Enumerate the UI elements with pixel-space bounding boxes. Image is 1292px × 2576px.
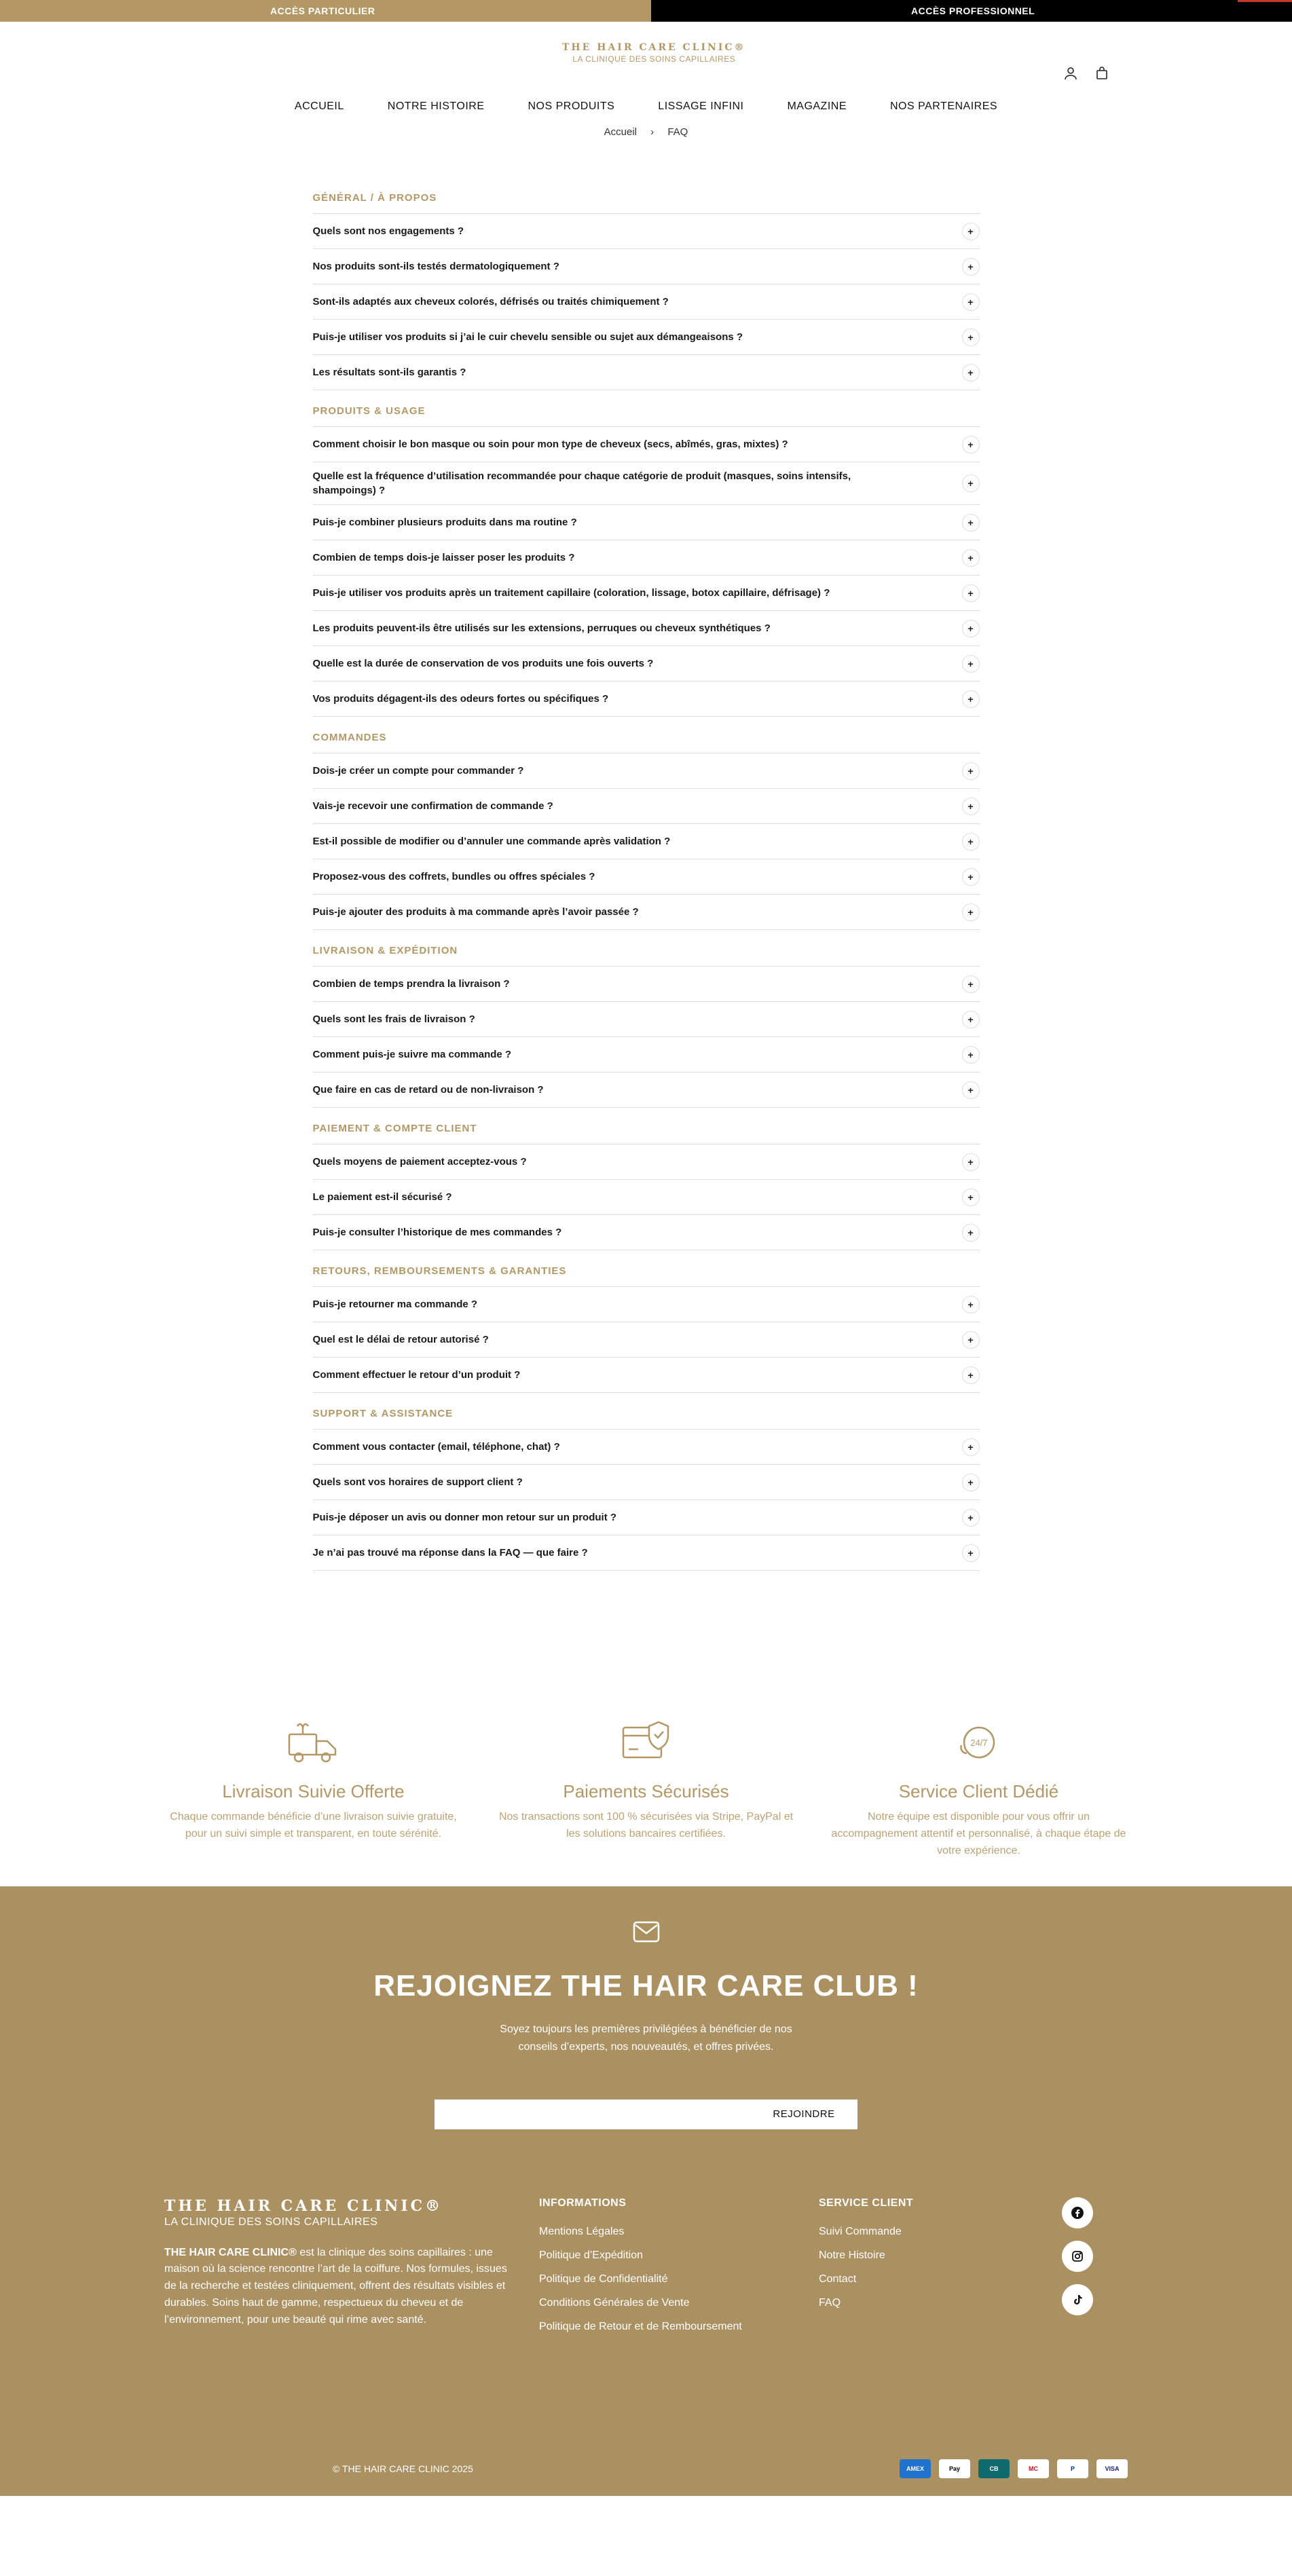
faq-section <box>313 1123 980 1250</box>
plus-icon[interactable]: + <box>962 1153 980 1171</box>
apple-pay-icon: Pay <box>939 2459 970 2478</box>
footer-brand <box>164 2197 539 2442</box>
faq-question-text: Les résultats sont-ils garantis ? <box>312 367 466 378</box>
faq-question-text: Comment puis-je suivre ma commande ? <box>312 1049 512 1060</box>
breadcrumb-current: FAQ <box>667 126 688 138</box>
plus-icon[interactable]: + <box>962 1509 980 1527</box>
plus-icon[interactable]: + <box>962 1366 980 1384</box>
faq-question[interactable] <box>313 462 980 505</box>
faq-question-text: Quels moyens de paiement acceptez-vous ? <box>312 1156 527 1168</box>
newsletter-email-input[interactable] <box>435 2099 750 2129</box>
faq-question[interactable] <box>313 1072 980 1108</box>
tiktok-icon[interactable] <box>1062 2284 1093 2315</box>
footer-link-retour[interactable]: Politique de Retour et de Remboursement <box>539 2320 742 2332</box>
faq-section-title: GÉNÉRAL / À PROPOS <box>313 192 980 214</box>
faq-section <box>313 1265 980 1393</box>
faq-question[interactable] <box>313 895 980 930</box>
mastercard-icon: MC <box>1018 2459 1049 2478</box>
faq-question[interactable] <box>313 214 980 249</box>
faq-question-text: Quels sont nos engagements ? <box>312 225 464 237</box>
feature-title: Livraison Suivie Offerte <box>222 1781 405 1802</box>
faq-section <box>313 945 980 1108</box>
main-nav <box>0 90 1292 124</box>
plus-icon[interactable]: + <box>962 329 980 346</box>
faq-question[interactable] <box>313 249 980 284</box>
faq-question[interactable] <box>313 1465 980 1500</box>
footer-logo: THE HAIR CARE CLINIC® <box>164 2197 443 2215</box>
faq-question-text: Puis-je ajouter des produits à ma commande après l’avoir passée ? <box>312 906 639 918</box>
nav-magazine[interactable]: MAGAZINE <box>787 100 847 112</box>
plus-icon[interactable]: + <box>962 364 980 381</box>
faq-question[interactable] <box>313 320 980 355</box>
faq-question-text: Comment effectuer le retour d’un produit ? <box>312 1369 521 1381</box>
club-footer <box>0 1886 1292 2495</box>
faq-question-text: Les produits peuvent-ils être utilisés sur les extensions, perruques ou cheveux synthétiques ? <box>312 622 771 634</box>
faq-question-text: Est-il possible de modifier ou d’annuler une commande après validation ? <box>312 836 671 847</box>
faq-question[interactable] <box>313 1535 980 1571</box>
faq-question-text: Proposez-vous des coffrets, bundles ou offres spéciales ? <box>312 871 595 882</box>
faq-question-text: Puis-je consulter l’historique de mes commandes ? <box>312 1227 562 1238</box>
feature-payment <box>497 1715 796 1859</box>
footer-service-title: SERVICE CLIENT <box>819 2197 914 2209</box>
plus-icon[interactable]: + <box>962 223 980 240</box>
feature-title: Paiements Sécurisés <box>563 1781 729 1802</box>
amex-icon: AMEX <box>900 2459 931 2478</box>
faq-question[interactable] <box>313 1358 980 1393</box>
faq-question[interactable] <box>313 1037 980 1072</box>
nav-lissage-infini[interactable]: LISSAGE INFINI <box>658 100 744 112</box>
plus-icon[interactable]: + <box>962 903 980 921</box>
plus-icon[interactable]: + <box>962 1296 980 1313</box>
plus-icon[interactable]: + <box>962 620 980 637</box>
faq-question-text: Le paiement est-il sécurisé ? <box>312 1191 452 1203</box>
faq-question[interactable] <box>313 646 980 682</box>
footer-informations <box>539 2197 819 2442</box>
visa-icon: VISA <box>1096 2459 1128 2478</box>
plus-icon[interactable]: + <box>962 1544 980 1562</box>
faq-section-title: SUPPORT & ASSISTANCE <box>313 1408 980 1430</box>
footer-brand-name: THE HAIR CARE CLINIC® <box>164 2246 297 2258</box>
plus-icon[interactable]: + <box>962 1189 980 1206</box>
footer-service-client <box>819 2197 1022 2442</box>
nav-notre-histoire[interactable]: NOTRE HISTOIRE <box>387 100 485 112</box>
faq-question[interactable] <box>313 576 980 611</box>
faq-question[interactable] <box>313 789 980 824</box>
faq-question-text: Quelle est la fréquence d’utilisation recommandée pour chaque catégorie de produit (masques, soins intensifs, shampoings) ? <box>312 470 851 496</box>
support-24-7-icon <box>830 1715 1128 1769</box>
plus-icon[interactable]: + <box>962 1046 980 1064</box>
faq-question[interactable] <box>313 1180 980 1215</box>
footer-link-expedition[interactable]: Politique d’Expédition <box>539 2249 643 2261</box>
plus-icon[interactable]: + <box>962 549 980 567</box>
accent-mark <box>1238 0 1292 2</box>
footer-link-faq[interactable]: FAQ <box>819 2296 841 2309</box>
faq-question-text: Puis-je retourner ma commande ? <box>312 1299 478 1310</box>
delivery-truck-icon <box>164 1715 463 1769</box>
access-professionnel-label: ACCÈS PROFESSIONNEL <box>911 5 1035 16</box>
newsletter <box>0 1886 1292 2197</box>
faq-question[interactable] <box>313 753 980 789</box>
access-professionnel-link[interactable] <box>651 0 1292 22</box>
newsletter-submit-button[interactable]: REJOINDRE <box>750 2099 857 2129</box>
logo-sub-text: LA CLINIQUE DES SOINS CAPILLAIRES <box>572 54 736 64</box>
faq-question[interactable] <box>313 355 980 390</box>
faq-section <box>313 732 980 930</box>
feature-text: Notre équipe est disponible pour vous offrir un accompagnement attentif et personnalisé, à chaque étape de votre expérience. <box>831 1811 1126 1856</box>
faq-question[interactable] <box>313 1287 980 1322</box>
payment-methods <box>900 2459 1128 2478</box>
faq-question-text: Quels sont les frais de livraison ? <box>312 1013 475 1025</box>
plus-icon[interactable]: + <box>962 1011 980 1028</box>
faq-question[interactable] <box>313 1002 980 1037</box>
copyright: © THE HAIR CARE CLINIC 2025 <box>333 2463 473 2474</box>
breadcrumb <box>0 126 1292 138</box>
faq-question[interactable] <box>313 1322 980 1358</box>
faq-question-text: Quelle est la durée de conservation de vos produits une fois ouverts ? <box>312 658 654 669</box>
feature-delivery <box>164 1715 463 1859</box>
faq-question[interactable] <box>313 824 980 859</box>
feature-title: Service Client Dédié <box>898 1781 1059 1802</box>
faq-question[interactable] <box>313 1144 980 1180</box>
cb-icon: CB <box>978 2459 1010 2478</box>
faq-question-text: Nos produits sont-ils testés dermatologiquement ? <box>312 261 559 272</box>
faq-question[interactable] <box>313 1215 980 1250</box>
site-logo[interactable] <box>562 42 746 64</box>
feature-text: Nos transactions sont 100 % sécurisées via Stripe, PayPal et les solutions bancaires certifiées. <box>498 1811 794 1840</box>
nav-nos-produits[interactable]: NOS PRODUITS <box>528 100 615 112</box>
faq-section <box>313 405 980 717</box>
faq-question-text: Sont-ils adaptés aux cheveux colorés, défrisés ou traités chimiquement ? <box>312 296 669 307</box>
faq-section <box>313 1408 980 1571</box>
instagram-icon[interactable] <box>1062 2241 1093 2272</box>
plus-icon[interactable]: + <box>962 258 980 276</box>
footer-link-cgv[interactable]: Conditions Générales de Vente <box>539 2296 690 2309</box>
plus-icon[interactable]: + <box>962 762 980 780</box>
plus-icon[interactable]: + <box>962 833 980 851</box>
faq-question[interactable] <box>313 1500 980 1535</box>
faq-section-title: COMMANDES <box>313 732 980 753</box>
feature-support <box>830 1715 1128 1859</box>
breadcrumb-home[interactable]: Accueil <box>604 126 637 138</box>
secure-payment-icon <box>497 1715 796 1769</box>
newsletter-title: REJOIGNEZ THE HAIR CARE CLUB ! <box>373 1969 919 2003</box>
plus-icon[interactable]: + <box>962 436 980 453</box>
footer-link-suivi-commande[interactable]: Suivi Commande <box>819 2225 902 2237</box>
footer-logo-sub: LA CLINIQUE DES SOINS CAPILLAIRES <box>164 2216 378 2228</box>
plus-icon[interactable]: + <box>962 798 980 815</box>
footer-description <box>164 2245 517 2329</box>
user-icon[interactable] <box>1064 67 1077 84</box>
faq-section-title: LIVRAISON & EXPÉDITION <box>313 945 980 967</box>
footer-link-notre-histoire[interactable]: Notre Histoire <box>819 2249 885 2261</box>
faq-question-text: Dois-je créer un compte pour commander ? <box>312 765 524 777</box>
plus-icon[interactable]: + <box>962 690 980 708</box>
faq-section-title: RETOURS, REMBOURSEMENTS & GARANTIES <box>313 1265 980 1287</box>
nav-nos-partenaires[interactable]: NOS PARTENAIRES <box>890 100 998 112</box>
faq-question[interactable] <box>313 682 980 717</box>
social-links <box>1062 2197 1093 2315</box>
newsletter-text-line: Soyez toujours les premières privilégiées à bénéficier de nos <box>500 2023 792 2036</box>
plus-icon[interactable]: + <box>962 474 980 492</box>
faq-question[interactable] <box>313 967 980 1002</box>
logo-main-text: THE HAIR CARE CLINIC® <box>562 42 746 53</box>
faq-section <box>313 192 980 390</box>
faq-question[interactable] <box>313 505 980 540</box>
shopping-bag-icon[interactable] <box>1095 67 1109 84</box>
faq-question[interactable] <box>313 284 980 320</box>
breadcrumb-separator: › <box>650 126 654 138</box>
faq-question[interactable] <box>313 611 980 646</box>
footer-brand-text: est la clinique des soins capillaires : une maison où la science rencontre l’art de la coiffure. Nos formules, issues de la recherche et testées cliniquement, offrent des résultats visibles et durables. Soins haut de gamme, respectueux du cheveu et de l’environnement, pour une beauté qui rime avec santé. <box>164 2246 507 2326</box>
paypal-icon: P <box>1057 2459 1088 2478</box>
faq-question-text: Combien de temps dois-je laisser poser les produits ? <box>312 552 575 563</box>
faq-question[interactable] <box>313 540 980 576</box>
faq-question[interactable] <box>313 1430 980 1465</box>
access-bar <box>0 0 1292 22</box>
faq-list <box>313 138 980 1571</box>
faq-question-text: Je n’ai pas trouvé ma réponse dans la FAQ — que faire ? <box>312 1547 588 1558</box>
plus-icon[interactable]: + <box>962 1438 980 1456</box>
features-row <box>164 1586 1128 1886</box>
faq-section-title: PRODUITS & USAGE <box>313 405 980 427</box>
footer-link-contact[interactable]: Contact <box>819 2273 857 2285</box>
feature-text: Chaque commande bénéficie d’une livraison suivie gratuite, pour un suivi simple et transparent, en toute sérénité. <box>170 1811 457 1840</box>
header-icons <box>1064 67 1109 84</box>
faq-question-text: Puis-je utiliser vos produits après un traitement capillaire (coloration, lissage, botox capillaire, défrisage) ? <box>312 587 830 599</box>
plus-icon[interactable]: + <box>962 1224 980 1242</box>
faq-question-text: Quel est le délai de retour autorisé ? <box>312 1334 489 1345</box>
plus-icon[interactable]: + <box>962 655 980 673</box>
plus-icon[interactable]: + <box>962 1081 980 1099</box>
faq-question-text: Combien de temps prendra la livraison ? <box>312 978 510 990</box>
plus-icon[interactable]: + <box>962 514 980 531</box>
newsletter-text-line: conseils d’experts, nos nouveautés, et offres privées. <box>518 2040 774 2053</box>
faq-question[interactable] <box>313 427 980 462</box>
access-particulier-link[interactable]: ACCÈS PARTICULIER <box>0 0 651 22</box>
faq-section-title: PAIEMENT & COMPTE CLIENT <box>313 1123 980 1144</box>
newsletter-form <box>0 2099 1292 2129</box>
faq-question-text: Comment choisir le bon masque ou soin pour mon type de cheveux (secs, abîmés, gras, mixtes) ? <box>312 438 788 450</box>
newsletter-text <box>0 2021 1292 2055</box>
faq-question-text: Vais-je recevoir une confirmation de commande ? <box>312 800 553 812</box>
faq-question-text: Comment vous contacter (email, téléphone, chat) ? <box>312 1441 560 1453</box>
faq-question-text: Vos produits dégagent-ils des odeurs fortes ou spécifiques ? <box>312 693 609 705</box>
plus-icon[interactable]: + <box>962 293 980 311</box>
faq-question-text: Puis-je combiner plusieurs produits dans ma routine ? <box>312 517 577 528</box>
footer-columns <box>0 2197 1292 2442</box>
site-header <box>0 22 1292 90</box>
faq-question-text: Puis-je déposer un avis ou donner mon retour sur un produit ? <box>312 1512 617 1523</box>
plus-icon[interactable]: + <box>962 584 980 602</box>
plus-icon[interactable]: + <box>962 1474 980 1491</box>
footer-link-confidentialite[interactable]: Politique de Confidentialité <box>539 2273 668 2285</box>
nav-accueil[interactable]: ACCUEIL <box>294 100 344 112</box>
footer-bottom <box>0 2442 1292 2496</box>
footer-info-title: INFORMATIONS <box>539 2197 627 2209</box>
faq-question-text: Quels sont vos horaires de support client ? <box>312 1476 523 1488</box>
plus-icon[interactable]: + <box>962 868 980 886</box>
faq-question-text: Que faire en cas de retard ou de non-livraison ? <box>312 1084 544 1096</box>
facebook-icon[interactable] <box>1062 2197 1093 2228</box>
footer-link-mentions-legales[interactable]: Mentions Légales <box>539 2225 625 2237</box>
plus-icon[interactable]: + <box>962 975 980 993</box>
envelope-icon <box>0 1920 1292 1949</box>
faq-question[interactable] <box>313 859 980 895</box>
faq-question-text: Puis-je utiliser vos produits si j’ai le cuir chevelu sensible ou sujet aux démangeaisons ? <box>312 331 743 343</box>
svg-text:24/7: 24/7 <box>970 1738 988 1748</box>
plus-icon[interactable]: + <box>962 1331 980 1349</box>
